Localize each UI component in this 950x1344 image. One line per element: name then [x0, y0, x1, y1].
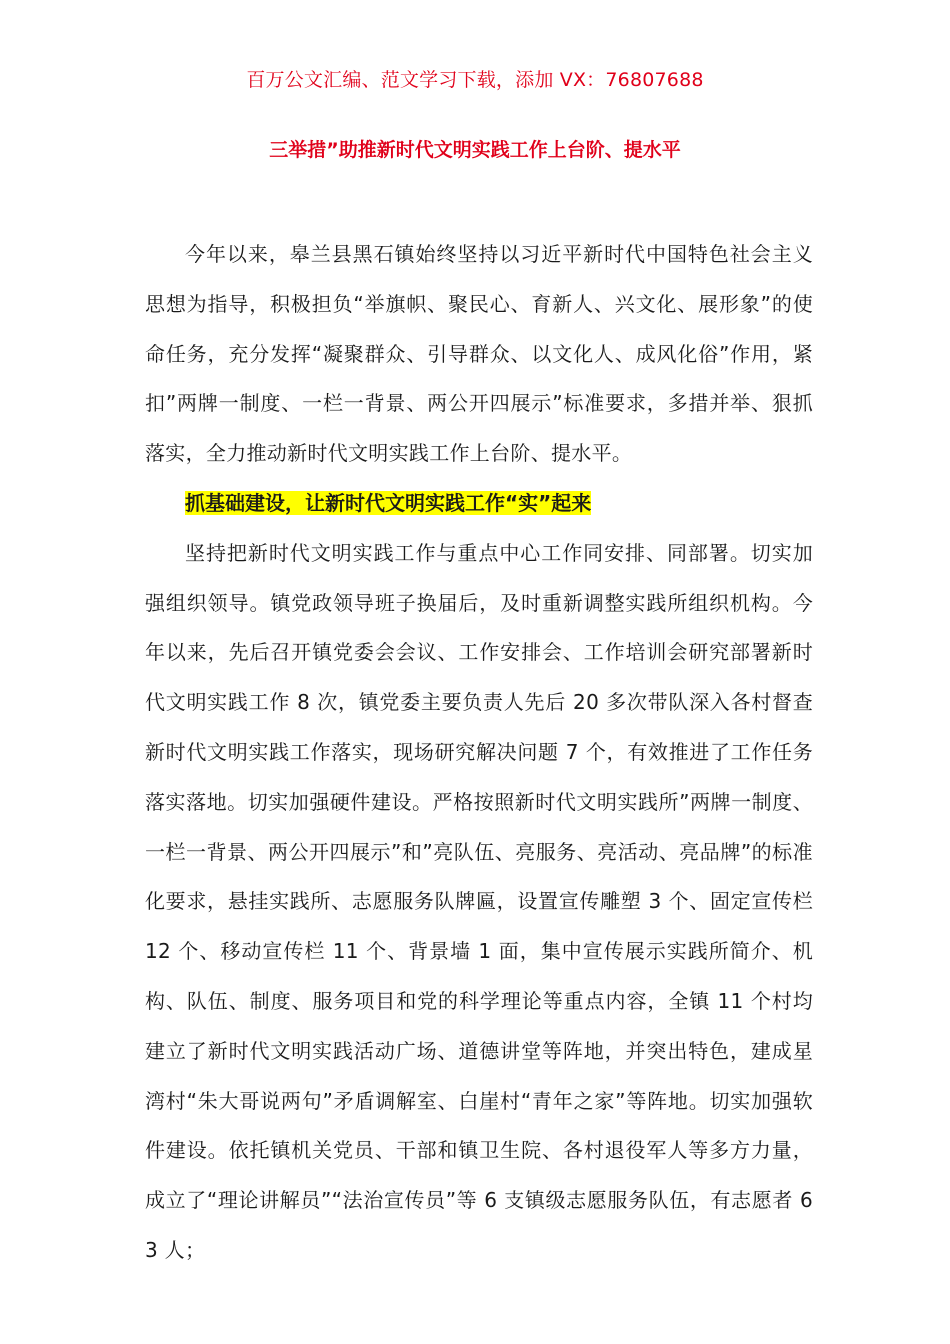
section-heading-text: 抓基础建设，让新时代文明实践工作“实”起来	[185, 490, 592, 515]
document-body	[145, 230, 813, 1276]
download-notice: 百万公文汇编、范文学习下载，添加 VX：76807688	[246, 69, 704, 91]
section-paragraph: 坚持把新时代文明实践工作与重点中心工作同安排、同部署。切实加强组织领导。镇党政领导班子换届后，及时重新调整实践所组织机构。今年以来，先后召开镇党委会会议、工作安排会、工作培训会研究部署新时代文明实践工作 8 次，镇党委主要负责人先后 20 多次带队深入各村督查新时代文明实践工作落实，现场研究解决问题 7 个，有效推进了工作任务落实落地。切实加强硬件建设。严格按照新时代文明实践所”两牌一制度、一栏一背景、两公开四展示”和”亮队伍、亮服务、亮活动、亮品牌”的标准化要求，悬挂实践所、志愿服务队牌匾，设置宣传雕塑 3 个、固定宣传栏 12 个、移动宣传栏 11 个、背景墙 1 面，集中宣传展示实践所简介、机构、队伍、制度、服务项目和党的科学理论等重点内容，全镇 11 个村均建立了新时代文明实践活动广场、道德讲堂等阵地，并突出特色，建成星湾村“朱大哥说两句”矛盾调解室、白崖村“青年之家”等阵地。切实加强软件建设。依托镇机关党员、干部和镇卫生院、各村退役军人等多方力量，成立了“理论讲解员”“法治宣传员”等 6 支镇级志愿服务队伍，有志愿者 63 人；	[145, 540, 813, 1262]
document-title: 三举措”助推新时代文明实践工作上台阶、提水平	[269, 139, 681, 161]
section-heading	[145, 479, 813, 529]
intro-paragraph: 今年以来，皋兰县黑石镇始终坚持以习近平新时代中国特色社会主义思想为指导，积极担负“举旗帜、聚民心、育新人、兴文化、展形象”的使命任务，充分发挥“凝聚群众、引导群众、以文化人、成风化俗”作用，紧扣”两牌一制度、一栏一背景、两公开四展示”标准要求，多措并举、狠抓落实，全力推动新时代文明实践工作上台阶、提水平。	[145, 242, 813, 466]
